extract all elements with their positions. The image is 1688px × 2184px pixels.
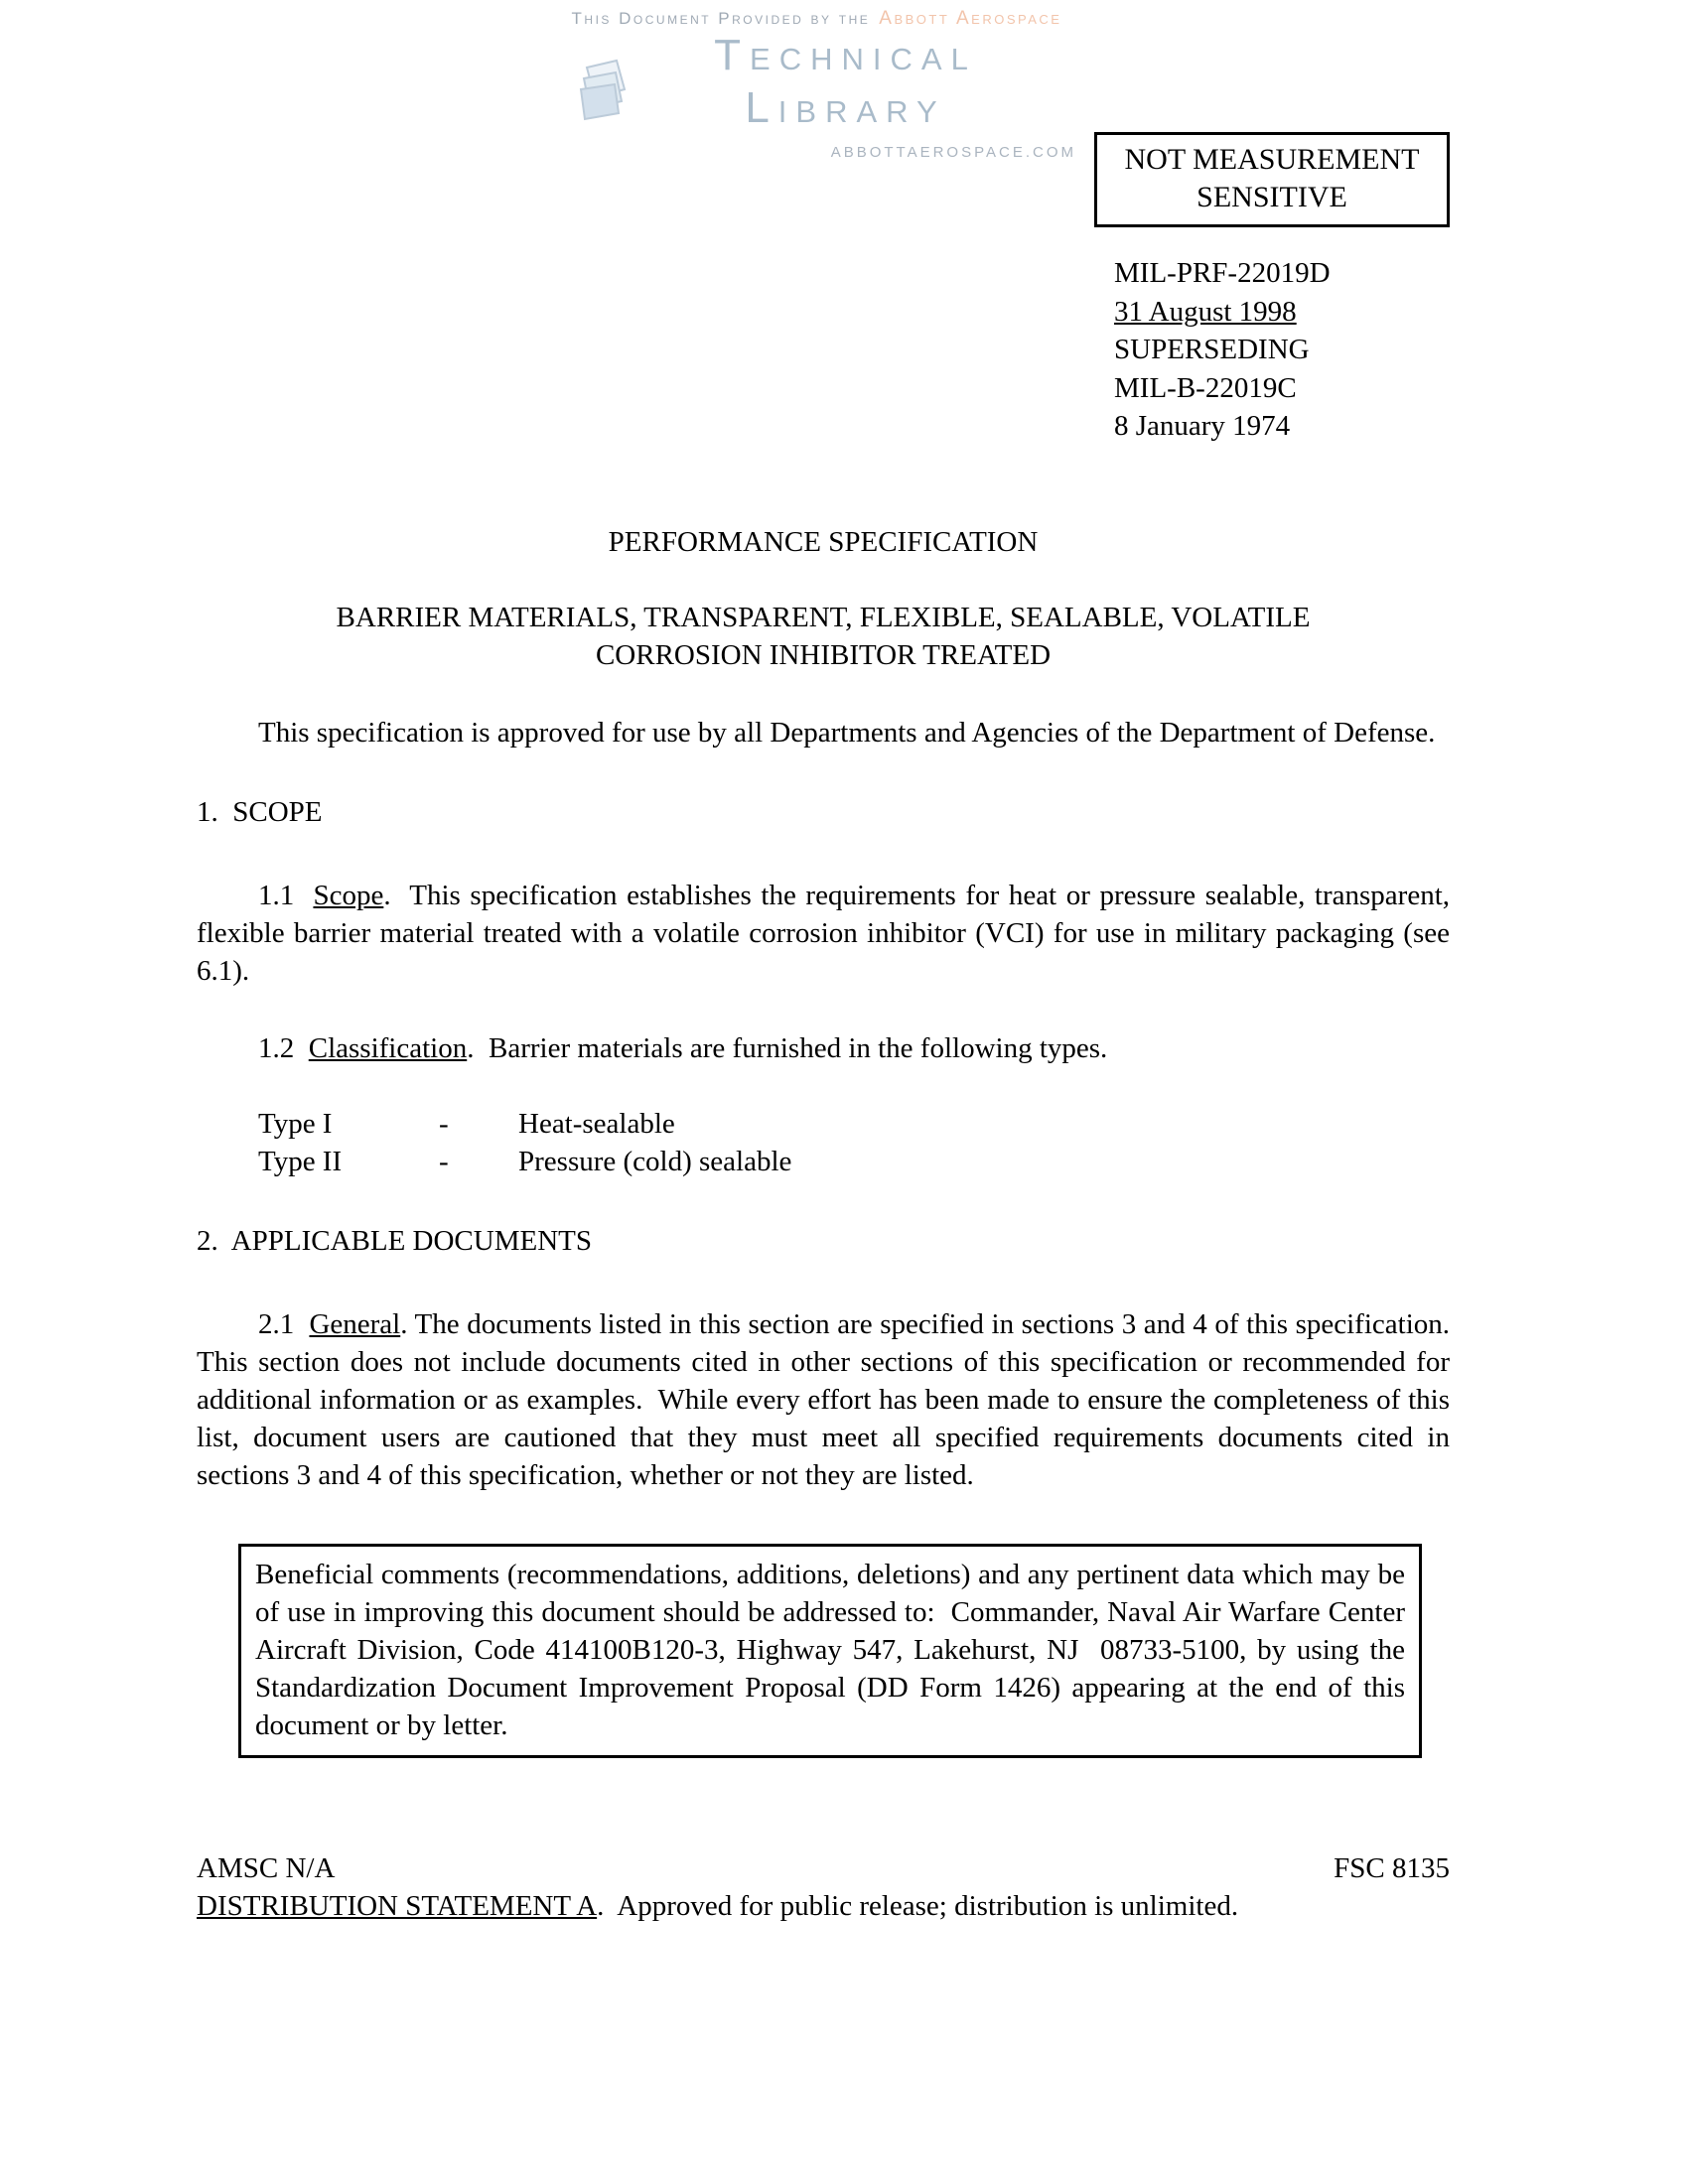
para-label: Scope [313,880,384,911]
para-number: 2.1 [258,1308,310,1340]
distribution-statement-label: DISTRIBUTION STATEMENT A [197,1890,598,1922]
type-row [258,1143,1450,1180]
footer [197,1849,1450,1925]
watermark-site-text: ABBOTTAEROSPACE.COM [830,144,1076,161]
type-desc: Pressure (cold) sealable [518,1146,792,1177]
para-1-2-classification [197,1029,1450,1067]
watermark-top-row [551,4,1082,30]
para-label: Classification [308,1032,468,1064]
comments-box: Beneficial comments (recommendations, additions, deletions) and any pertinent data which may be of use in improving this document should be addressed to: Commander, Naval Air Warfare Center Aircraft Division, Code 414100B120-3, Highway 547, Lakehurst, NJ 08733-5100, by using the Standardization Document Improvement Proposal (DD Form 1426) appearing at the end of this document or by letter. [238,1544,1422,1758]
superseded-doc-date: 8 January 1974 [1114,410,1291,442]
para-number: 1.2 [258,1032,309,1064]
para-label: General [309,1308,401,1340]
type-desc: Heat-sealable [518,1108,675,1140]
not-measurement-sensitive-box [1094,132,1450,227]
distribution-statement [197,1887,1450,1925]
watermark [551,4,1082,162]
watermark-library-row [551,32,1082,137]
doc-date: 31 August 1998 [1114,295,1297,328]
document-body [197,523,1465,1925]
type-dash: - [439,1108,449,1140]
para-text: . The documents listed in this section are specified in sections 3 and 4 of this specification. This section does not include documents cited in other sections of this specification or recommended for additional information or as examples. While every effort has been made to ensure the completeness of this list, document users are cautioned that they must meet all specified requirements documents cited in sections 3 and 4 of this specification, whether or not they are listed. [197,1308,1465,1491]
type-row [258,1105,1450,1143]
distribution-statement-text: . Approved for public release; distribution is unlimited. [597,1890,1239,1922]
doc-id-block [1114,254,1331,446]
watermark-provided-text: This Document Provided by the [571,9,871,28]
superseding-label: SUPERSEDING [1114,334,1310,365]
para-number: 1.1 [258,880,314,911]
watermark-library-text: Technical Library [714,31,977,132]
doc-title-line-1: BARRIER MATERIALS, TRANSPARENT, FLEXIBLE, SEALABLE, VOLATILE [336,602,1311,633]
notice-line-2: SENSITIVE [1196,181,1347,213]
type-dash: - [439,1146,449,1177]
watermark-brand-text: Abbott Aerospace [879,8,1062,29]
amsc-text: AMSC N/A [197,1852,336,1884]
notice-line-1: NOT MEASUREMENT [1124,143,1420,176]
doc-title-line-2: CORROSION INHIBITOR TREATED [595,639,1052,671]
performance-spec-heading: PERFORMANCE SPECIFICATION [608,526,1039,558]
type-list [258,1105,1450,1180]
watermark-site-row [551,139,1082,162]
para-2-1-general [197,1305,1465,1494]
superseded-doc-number: MIL-B-22019C [1114,371,1297,404]
doc-number: MIL-PRF-22019D [1114,257,1331,289]
footer-id-row [197,1849,1450,1887]
technical-library-logo-icon [571,52,646,142]
fsc-text: FSC 8135 [1334,1852,1450,1884]
para-text: . Barrier materials are furnished in the following types. [467,1032,1108,1064]
type-name: Type II [258,1146,343,1177]
doc-title [197,599,1450,674]
para-1-1-scope [197,877,1458,990]
approval-paragraph: This specification is approved for use by all Departments and Agencies of the Department of Defense. [258,717,1436,749]
type-name: Type I [258,1108,333,1140]
section-1-heading: 1. SCOPE [197,796,323,828]
para-text: . This specification establishes the requirements for heat or pressure sealable, transparent, flexible barrier material treated with a volatile corrosion inhibitor (VCI) for use in military packaging (see 6.1). [197,880,1458,987]
section-2-heading: 2. APPLICABLE DOCUMENTS [197,1225,592,1257]
